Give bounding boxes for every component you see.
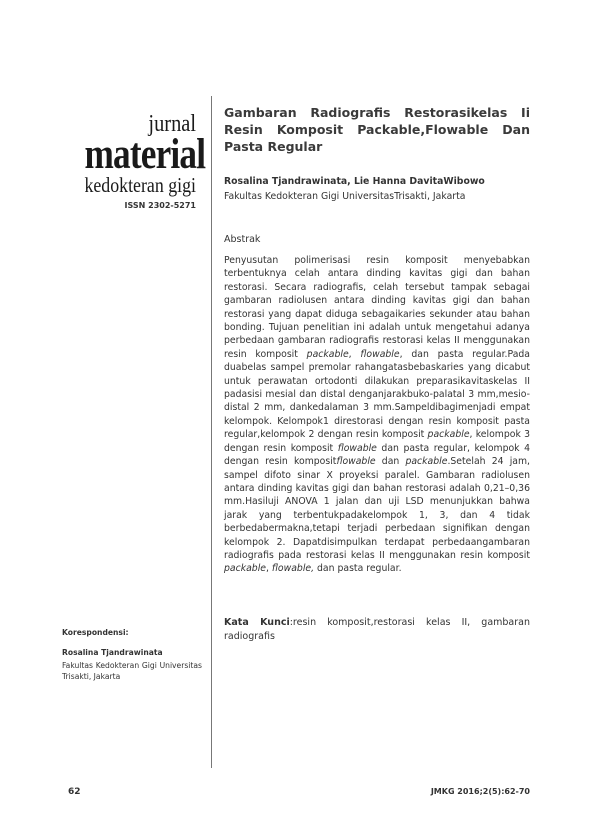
correspondence-heading: Korespondensi: (62, 628, 129, 637)
term-packable: packable (405, 456, 448, 468)
abstract-text: Penyusutan polimerisasi resin komposit menyebabkan terbentuknya celah antara dinding kavitas gigi dan bahan restorasi. Secara radiografis, celah tersebut tampak sebagai gambaran radiolusen antara dinding kavitas gigi dan bahan restorasi yang dapat diduga sebagaikaries sekunder atau bahan bonding. Tujuan penelitian ini adalah untuk mengetahui adanya perbedaan gambaran radiografis restorasi kelas II menggunakan resin komposit packable, flowable, dan pasta regular.Pada duabelas sampel premolar rahangatasbebaskaries yang dicabut untuk perawatan ortodonti dilakukan preparasikavitaskelas II padasisi mesial dan distal denganjarakbuko-palatal 3 mm,mesio-distal 2 mm, dankedalaman 3 mm.Sampeldibagimenjadi empat kelompok. Kelompok1 direstorasi dengan resin komposit pasta regular,kelompok 2 dengan resin komposit packable, kelompok 3 dengan resin komposit flowable dan pasta regular, kelompok 4 dengan resin kompositflowable dan packable.Setelah 24 jam, sampel difoto sinar X proyeksi paralel. Gambaran radiolusen antara dinding kavitas gigi dan bahan restorasi adalah 0,21–0,36 mm.Hasiluji ANOVA 1 jalan dan uji LSD menunjukkan bahwa jarak yang terbentukpadakelompok 1, 3, dan 4 tidak berbedabermakna,tetapi terjadi perbedaan signifikan dengan kelompok 2. Dapatdisimpulkan terdapat perbedaangambaran radiografis pada restorasi kelas II menggunakan resin komposit packable, flowable, dan pasta regular. (224, 255, 530, 575)
column-divider (211, 96, 212, 768)
logo-line-jurnal: jurnal (148, 111, 196, 137)
abstract-heading: Abstrak (224, 234, 261, 245)
journal-logo (60, 111, 206, 197)
article-title: Gambaran Radiografis Restorasikelas Ii Resin Komposit Packable,Flowable Dan Pasta Regular (224, 105, 530, 154)
correspondence-affiliation: Fakultas Kedokteran Gigi Universitas Trisakti, Jakarta (62, 661, 202, 681)
correspondence-name: Rosalina Tjandrawinata (62, 648, 163, 657)
term-packable: packable (427, 429, 470, 441)
journal-reference: JMKG 2016;2(5):62-70 (430, 787, 530, 796)
logo-line-kedokteran-gigi: kedokteran gigi (84, 173, 196, 197)
term-flowable: flowable (360, 348, 400, 360)
keywords-label: Kata Kunci (224, 617, 290, 628)
term-packable: packable (306, 348, 349, 360)
article-authors: Rosalina Tjandrawinata, Lie Hanna DavitaWibowo (224, 176, 485, 187)
term-flowable: flowable, (271, 563, 315, 575)
keywords (224, 616, 530, 643)
page-number: 62 (68, 787, 81, 797)
issn: ISSN 2302-5271 (124, 201, 196, 210)
logo-line-material: material (84, 131, 206, 178)
term-flowable: flowable (336, 456, 376, 468)
article-affiliation: Fakultas Kedokteran Gigi UniversitasTrisakti, Jakarta (224, 191, 466, 202)
keywords-text: :resin komposit,restorasi kelas II, gambaran radiografis (224, 617, 531, 642)
term-packable: packable (224, 563, 266, 575)
term-flowable: flowable (337, 442, 377, 454)
